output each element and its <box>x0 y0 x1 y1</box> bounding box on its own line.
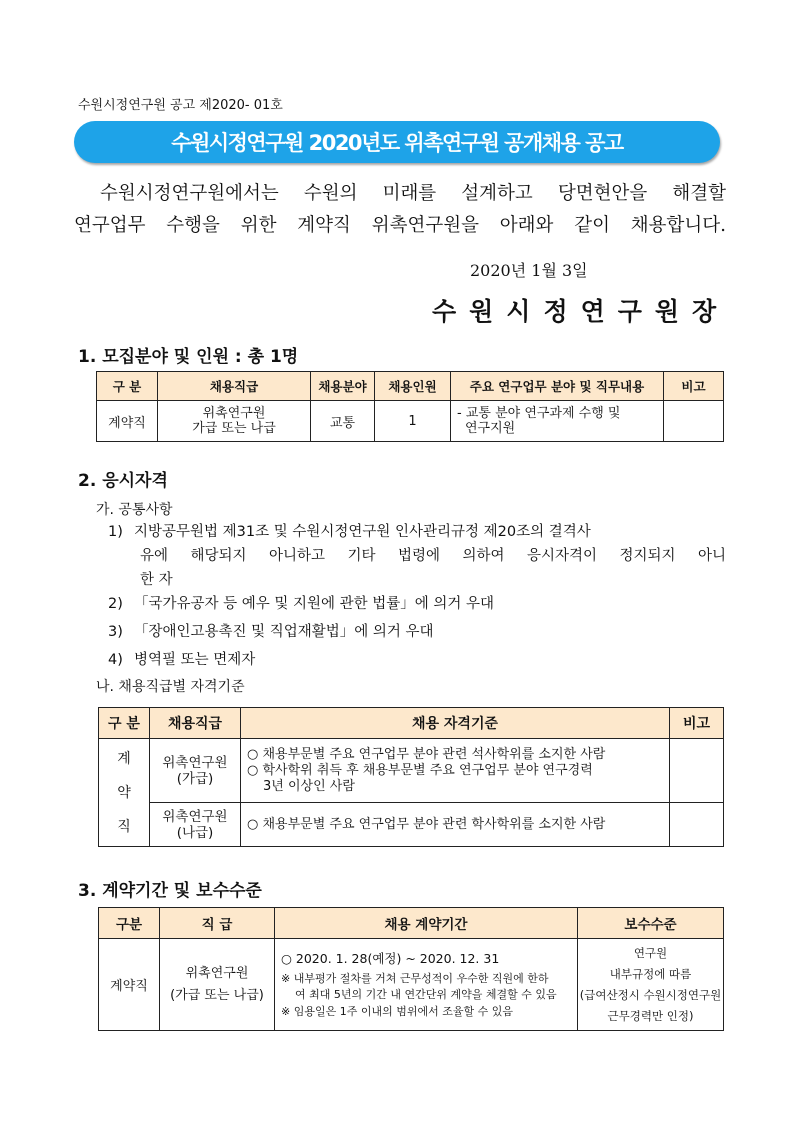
rank-line-2: (가급) <box>176 770 214 787</box>
rank-line-2: (가급 또는 나급) <box>170 987 264 1003</box>
pay-line: 연구원 <box>633 945 668 960</box>
notice-number: 수원시정연구원 공고 제2020- 01호 <box>78 98 283 113</box>
list-item <box>108 648 255 672</box>
item-text: 병역필 또는 면제자 <box>134 652 256 668</box>
table-header-row <box>99 908 724 939</box>
item-text: 「장애인고용촉진 및 직업재활법」에 의거 우대 <box>134 624 434 640</box>
table-header-row <box>97 372 724 401</box>
section-1-heading: 1. 모집분야 및 인원 : 총 1명 <box>78 347 299 367</box>
rank-line-1: 위촉연구원 <box>162 754 228 771</box>
criteria-line: ○ 채용부문별 주요 연구업무 분야 관련 석사학위를 소지한 사람 <box>247 746 606 762</box>
pay-cell <box>578 939 724 1031</box>
note-cell <box>670 739 724 803</box>
period-line: ※ 내부평가 절차를 거쳐 근무성적이 우수한 직원에 한하 <box>281 971 549 985</box>
list-item <box>108 592 494 616</box>
item-text-line-2: 유에 해당되지 아니하고 기타 법령에 의하여 응시자격이 정지되지 아니 <box>140 548 726 564</box>
period-cell <box>275 939 578 1031</box>
item-number: 1) <box>108 524 123 540</box>
rank-line-1: 위촉연구원 <box>162 808 228 825</box>
subheading-qualifications: 나. 채용직급별 자격기준 <box>96 679 245 695</box>
criteria-line: ○ 학사학위 취득 후 채용부문별 주요 연구업무 분야 연구경력 <box>247 762 593 778</box>
header-cell: 채용 자격기준 <box>241 708 670 739</box>
period-line: 여 최대 5년의 기간 내 연간단위 계약을 체결할 수 있음 <box>295 987 557 1001</box>
table-row <box>99 939 724 1031</box>
pay-line: (급여산정시 수원시정연구원 <box>579 987 722 1002</box>
table-row <box>99 803 724 847</box>
category-cell: 계약직 <box>99 939 160 1031</box>
field-cell: 교통 <box>311 401 375 442</box>
header-cell: 주요 연구업무 분야 및 직무내용 <box>451 372 664 401</box>
intro-line-1: 수원시정연구원에서는 수원의 미래를 설계하고 당면현안을 해결할 <box>100 183 726 204</box>
header-cell: 비고 <box>664 372 724 401</box>
criteria-cell <box>241 739 670 803</box>
header-cell: 구 분 <box>99 708 150 739</box>
header-cell: 직 급 <box>160 908 275 939</box>
header-cell: 구 분 <box>97 372 158 401</box>
notice-date: 2020년 1월 3일 <box>470 261 588 280</box>
header-cell: 채용분야 <box>311 372 375 401</box>
count-cell: 1 <box>375 401 451 442</box>
rank-line-2: (나급) <box>176 824 214 841</box>
category-char: 계 <box>117 750 131 767</box>
period-line: ○ 2020. 1. 28(예정) ~ 2020. 12. 31 <box>281 950 500 966</box>
banner-title: 수원시정연구원 2020년도 위촉연구원 공개채용 공고 <box>74 121 720 163</box>
section-2-heading: 2. 응시자격 <box>78 471 168 491</box>
subheading-common: 가. 공통사항 <box>96 502 173 518</box>
qualification-table <box>98 707 724 847</box>
rank-cell <box>160 939 275 1031</box>
header-cell: 비고 <box>670 708 724 739</box>
item-number: 4) <box>108 652 123 668</box>
item-number: 3) <box>108 624 123 640</box>
note-cell <box>664 401 724 442</box>
rank-line-1: 위촉연구원 <box>185 965 249 981</box>
item-text-line-1: 지방공무원법 제31조 및 수원시정연구원 인사관리규정 제20조의 결격사 <box>134 524 591 540</box>
item-text: 「국가유공자 등 예우 및 지원에 관한 법률」에 의거 우대 <box>134 596 495 612</box>
list-item <box>108 620 434 644</box>
table-header-row <box>99 708 724 739</box>
period-line: ※ 임용일은 1주 이내의 범위에서 조율할 수 있음 <box>281 1004 513 1018</box>
rank-cell <box>150 803 241 847</box>
signer-name: 수원시정연구원장 <box>432 297 730 326</box>
header-cell: 채용 계약기간 <box>275 908 578 939</box>
contract-table <box>98 907 724 1031</box>
rank-cell <box>150 739 241 803</box>
category-cell: 계약직 <box>97 401 158 442</box>
header-cell: 보수수준 <box>578 908 724 939</box>
table-row <box>99 739 724 803</box>
category-char: 직 <box>117 818 131 835</box>
intro-line-2: 연구업무 수행을 위한 계약직 위촉연구원을 아래와 같이 채용합니다. <box>74 215 726 236</box>
criteria-line: ○ 채용부문별 주요 연구업무 분야 관련 학사학위를 소지한 사람 <box>247 816 606 832</box>
rank-line-1: 위촉연구원 <box>202 406 266 421</box>
section-3-heading: 3. 계약기간 및 보수수준 <box>78 881 262 901</box>
header-cell: 구분 <box>99 908 160 939</box>
item-number: 2) <box>108 596 123 612</box>
duty-line-2: 연구지원 <box>465 421 516 436</box>
pay-line: 근무경력만 인정) <box>607 1008 694 1023</box>
duty-cell <box>451 401 664 442</box>
category-cell <box>99 739 150 847</box>
item-text-line-3: 한 자 <box>140 572 173 588</box>
duty-line-1: - 교통 분야 연구과제 수행 및 <box>457 406 621 421</box>
table-row <box>97 401 724 442</box>
criteria-cell <box>241 803 670 847</box>
list-item <box>108 520 726 592</box>
header-cell: 채용직급 <box>158 372 311 401</box>
recruitment-table <box>96 371 724 442</box>
note-cell <box>670 803 724 847</box>
pay-line: 내부규정에 따름 <box>609 966 692 981</box>
header-cell: 채용직급 <box>150 708 241 739</box>
intro-paragraph <box>74 178 726 242</box>
category-char: 약 <box>117 784 131 801</box>
rank-line-2: 가급 또는 나급 <box>192 421 276 436</box>
header-cell: 채용인원 <box>375 372 451 401</box>
rank-cell <box>158 401 311 442</box>
criteria-line: 3년 이상인 사람 <box>263 778 355 794</box>
